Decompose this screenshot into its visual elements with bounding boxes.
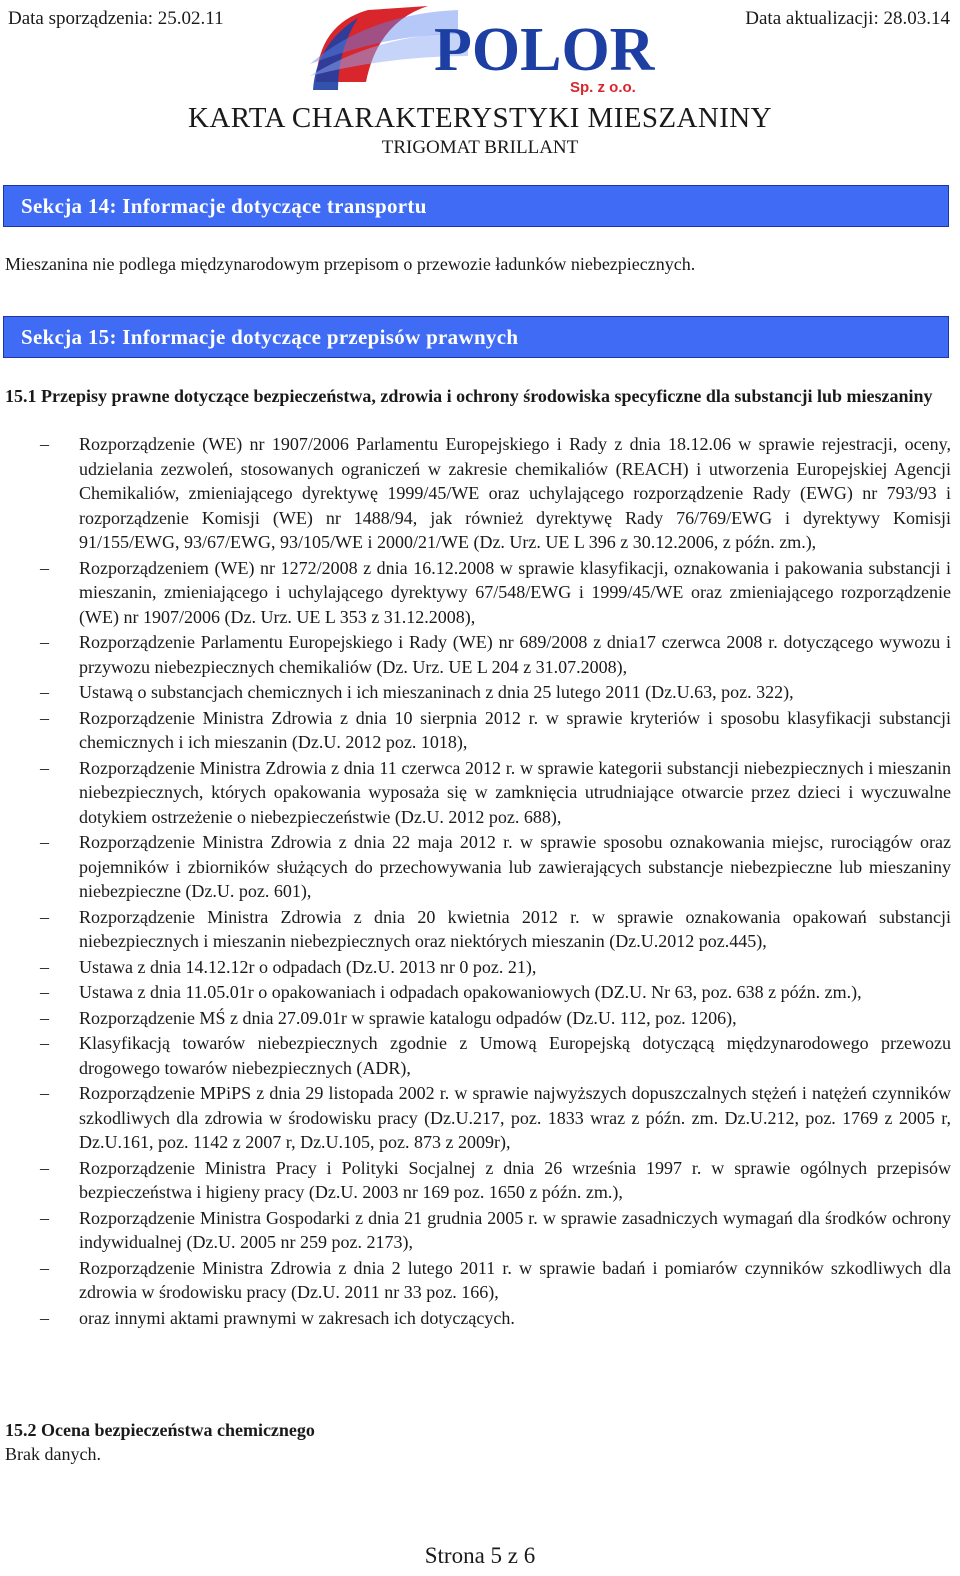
list-dash: –	[40, 632, 49, 652]
logo-company-suffix: Sp. z o.o.	[570, 79, 636, 96]
regulation-item	[0, 1256, 951, 1305]
regulation-text: Rozporządzenie Ministra Zdrowia z dnia 11 czerwca 2012 r. w sprawie kategorii substancji niebezpiecznych i mieszanin niebezpiecznych, których opakowania wyposaża się w zamknięcia utrudniające otwarcie przez dzieci i wyczuwalne dotykiem ostrzeżenie o niebezpieczeństwie (Dz.U. 2012 poz. 688),	[79, 757, 951, 827]
regulation-text: Rozporządzeniem (WE) nr 1272/2008 z dnia 16.12.2008 w sprawie klasyfikacji, oznakowania i pakowania substancji i mieszanin, zmieniającego i uchylającego dyrektywy 67/548/EWG i 1999/45/WE oraz zmieniającego rozporządzenie (WE) nr 1907/2006 (Dz. Urz. UE L 353 z 31.12.2008),	[79, 557, 951, 627]
section-14-heading: Sekcja 14: Informacje dotyczące transportu	[3, 185, 949, 227]
list-dash: –	[40, 757, 49, 778]
regulation-item	[0, 1031, 951, 1080]
list-dash: –	[40, 682, 49, 702]
page-number: Strona 5 z 6	[424, 1543, 536, 1568]
regulation-item	[0, 680, 951, 705]
regulation-text: Rozporządzenie Ministra Zdrowia z dnia 20 kwietnia 2012 r. w sprawie oznakowania opakowań substancji niebezpiecznych i mieszanin niebezpiecznych oraz niektórych mieszanin (Dz.U.2012 poz.445),	[79, 906, 951, 951]
list-dash: –	[40, 1257, 49, 1278]
updated-date: Data aktualizacji: 28.03.14	[745, 8, 950, 29]
regulation-text: Ustawą o substancjach chemicznych i ich mieszaninach z dnia 25 lutego 2011 (Dz.U.63, poz. 322),	[79, 682, 794, 702]
section-15-heading: Sekcja 15: Informacje dotyczące przepisów prawnych	[3, 316, 949, 358]
polor-logo	[308, 4, 658, 100]
regulation-item	[0, 706, 951, 755]
list-dash: –	[40, 906, 49, 927]
section-14-text: Mieszanina nie podlega międzynarodowym przepisom o przewozie ładunków niebezpiecznych.	[5, 254, 696, 274]
regulation-text: Rozporządzenie Ministra Zdrowia z dnia 2 lutego 2011 r. w sprawie badań i pomiarów czynników szkodliwych dla zdrowia w środowisku pracy (Dz.U. 2011 nr 33 poz. 166),	[79, 1257, 951, 1302]
regulation-text: oraz innymi aktami prawnymi w zakresach ich dotyczących.	[79, 1307, 515, 1328]
section-15-1-heading: 15.1 Przepisy prawne dotyczące bezpieczeństwa, zdrowia i ochrony środowiska specyficzne dla substancji lub mieszaniny	[5, 386, 933, 406]
list-dash: –	[40, 1083, 49, 1103]
regulation-item	[0, 432, 951, 555]
list-dash: –	[40, 707, 49, 728]
document-title: KARTA CHARAKTERYSTYKI MIESZANINY	[188, 102, 772, 134]
regulation-item	[0, 1006, 951, 1031]
regulation-item	[0, 1306, 951, 1331]
list-dash: –	[40, 1157, 49, 1178]
regulation-text: Rozporządzenie Parlamentu Europejskiego i Rady (WE) nr 689/2008 z dnia17 czerwca 2008 r. dotyczącego wywozu i przywozu niebezpiecznych chemikaliów (Dz. Urz. UE L 204 z 31.07.2008),	[79, 632, 951, 677]
regulation-item	[0, 1206, 951, 1255]
regulation-item	[0, 905, 951, 954]
logo-wordmark: POLOR	[434, 16, 655, 84]
regulation-item	[0, 980, 951, 1005]
regulation-item	[0, 1081, 951, 1155]
regulation-text: Rozporządzenie MPiPS z dnia 29 listopada 2002 r. w sprawie najwyższych dopuszczalnych stężeń i natężeń czynników szkodliwych dla zdrowia w środowisku pracy (Dz.U.217, poz. 1833 wraz z późn. zm. Dz.U.212, poz. 1769 z 2005 r, Dz.U.161, poz. 1142 z 2007 r, Dz.U.105, poz. 873 z 2009r),	[79, 1083, 951, 1152]
regulation-item	[0, 1156, 951, 1205]
list-dash: –	[40, 1033, 49, 1053]
list-dash: –	[40, 1307, 49, 1328]
regulation-text: Rozporządzenie Ministra Pracy i Polityki Socjalnej z dnia 26 września 1997 r. w sprawie ogólnych przepisów bezpieczeństwa i higieny pracy (Dz.U. 2003 nr 169 poz. 1650 z późn. zm.),	[79, 1157, 951, 1202]
list-dash: –	[40, 956, 49, 977]
list-dash: –	[40, 1007, 49, 1028]
list-dash: –	[40, 434, 49, 454]
regulation-item	[0, 830, 951, 904]
regulation-text: Rozporządzenie Ministra Zdrowia z dnia 10 sierpnia 2012 r. w sprawie kryteriów i sposobu klasyfikacji substancji chemicznych i ich mieszanin (Dz.U. 2012 poz. 1018),	[79, 707, 951, 752]
created-date: Data sporządzenia: 25.02.11	[8, 8, 224, 29]
regulation-text: Rozporządzenie Ministra Gospodarki z dnia 21 grudnia 2005 r. w sprawie zasadniczych wymagań dla środków ochrony indywidualnej (Dz.U. 2005 nr 259 poz. 2173),	[79, 1207, 951, 1252]
list-dash: –	[40, 832, 49, 852]
regulation-item	[0, 756, 951, 830]
section-15-2-text: Brak danych.	[5, 1444, 101, 1464]
section-15-2-heading: 15.2 Ocena bezpieczeństwa chemicznego	[5, 1420, 315, 1440]
regulation-item	[0, 556, 951, 630]
regulation-text: Ustawa z dnia 14.12.12r o odpadach (Dz.U. 2013 nr 0 poz. 21),	[79, 956, 537, 977]
regulation-text: Rozporządzenie Ministra Zdrowia z dnia 22 maja 2012 r. w sprawie sposobu oznakowania miejsc, rurociągów oraz pojemników i zbiorników służących do przechowywania lub zawierających substancje niebezpieczne lub mieszaniny niebezpieczne (Dz.U. poz. 601),	[79, 832, 951, 901]
regulation-text: Rozporządzenie (WE) nr 1907/2006 Parlamentu Europejskiego i Rady z dnia 18.12.06 w sprawie rejestracji, oceny, udzielania zezwoleń, stosowanych ograniczeń w zakresie chemikaliów (REACH) i utworzenia Europejskiej Agencji Chemikaliów, zmieniającego dyrektywę 1999/45/WE oraz uchylającego rozporządzenie Rady (EWG) nr 793/93 i rozporządzenie Komisji (WE) nr 1488/94, jak również dyrektywę Rady 76/769/EWG i dyrektywy Komisji 91/155/EWG, 93/67/EWG, 93/105/WE i 2000/21/WE (Dz. Urz. UE L 396 z 30.12.2006, z późn. zm.),	[79, 434, 951, 552]
product-name: TRIGOMAT BRILLANT	[381, 137, 579, 158]
regulation-item	[0, 630, 951, 679]
regulations-list	[0, 432, 960, 1331]
regulation-item	[0, 955, 951, 980]
list-dash: –	[40, 982, 49, 1002]
list-dash: –	[40, 1207, 49, 1228]
list-dash: –	[40, 557, 49, 578]
regulation-text: Klasyfikacją towarów niebezpiecznych zgodnie z Umową Europejską dotyczącą międzynarodowego przewozu drogowego towarów niebezpiecznych (ADR),	[79, 1033, 951, 1078]
regulation-text: Ustawa z dnia 11.05.01r o opakowaniach i odpadach opakowaniowych (DZ.U. Nr 63, poz. 638 z późn. zm.),	[79, 982, 862, 1002]
regulation-text: Rozporządzenie MŚ z dnia 27.09.01r w sprawie katalogu odpadów (Dz.U. 112, poz. 1206),	[79, 1007, 737, 1028]
